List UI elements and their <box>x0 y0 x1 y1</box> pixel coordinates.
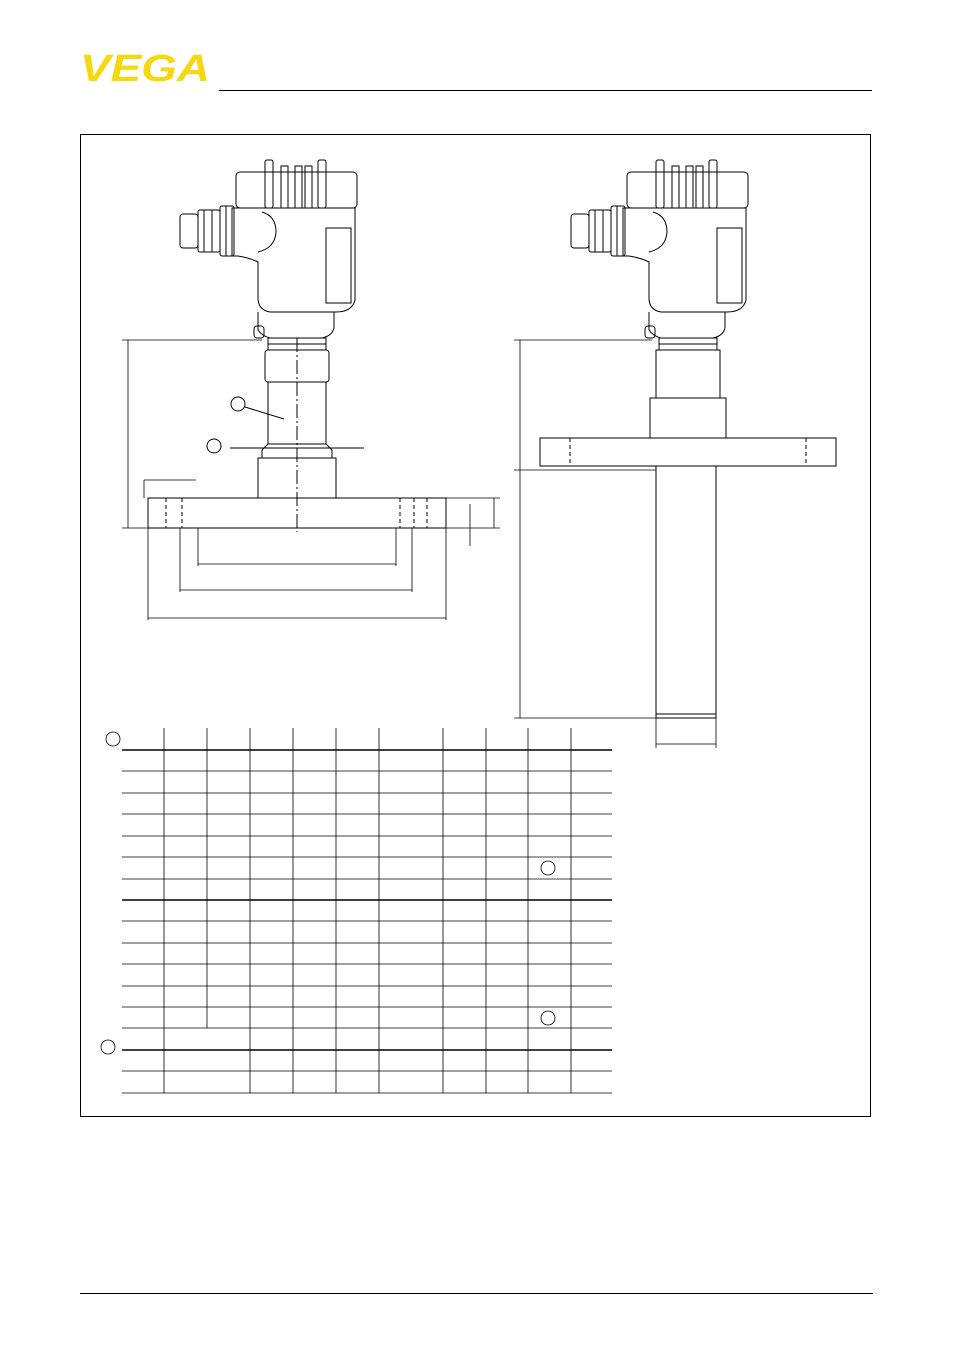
left-neck <box>254 312 334 458</box>
left-cable-gland <box>180 206 234 256</box>
left-instrument <box>122 160 500 620</box>
right-housing-curve <box>649 212 667 252</box>
left-housing-curve <box>258 212 276 252</box>
right-extension-tube <box>656 466 716 718</box>
right-neck <box>645 312 726 438</box>
right-housing-body <box>623 208 746 312</box>
table-callout-mid <box>541 861 555 875</box>
left-housing-body <box>232 208 355 312</box>
table-callout-bottom <box>101 1040 115 1054</box>
right-housing-lid <box>627 160 748 208</box>
left-housing-window <box>326 228 351 303</box>
vega-logo-text: VEGA <box>80 50 210 84</box>
dimension-table <box>101 728 612 1093</box>
right-dimensions <box>514 340 716 748</box>
table-callout-low <box>541 1011 555 1025</box>
table-callout-top <box>106 732 120 746</box>
left-callout-2 <box>207 439 221 453</box>
right-cable-gland <box>571 206 625 256</box>
right-flange <box>540 438 836 466</box>
right-housing-window <box>717 228 742 303</box>
left-callout-1 <box>231 397 245 411</box>
right-instrument <box>514 160 836 748</box>
footer-rule <box>80 1293 873 1294</box>
left-callout-1-leader <box>245 407 284 419</box>
left-housing-lid <box>236 160 357 208</box>
